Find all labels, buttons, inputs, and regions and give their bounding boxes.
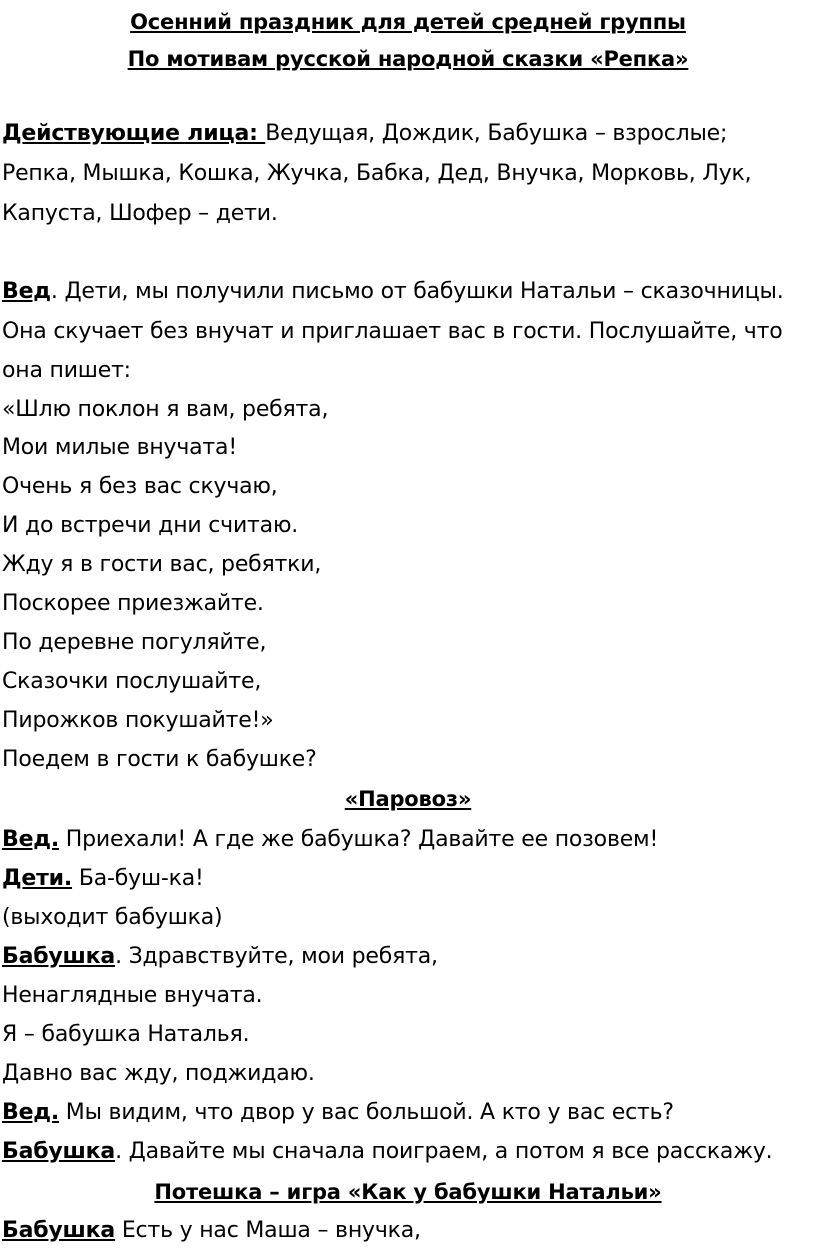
speaker-ved: Вед. xyxy=(2,827,60,852)
speaker-deti: Дети. xyxy=(2,866,73,891)
dialogue-line: Давно вас жду, поджидаю. xyxy=(2,1061,315,1086)
letter-line: Поскорее приезжайте. xyxy=(2,591,264,616)
dialogue-text: Приехали! А где же бабушка? Давайте ее позовем! xyxy=(59,827,659,852)
letter-line: И до встречи дни считаю. xyxy=(2,513,299,538)
speaker-ved: Вед xyxy=(2,279,51,304)
speaker-ved: Вед. xyxy=(2,1100,60,1125)
letter-line: Очень я без вас скучаю, xyxy=(2,474,278,499)
intro-line-1 xyxy=(2,278,816,306)
dialogue-line: Я – бабушка Наталья. xyxy=(2,1022,250,1047)
letter-line: «Шлю поклон я вам, ребята, xyxy=(2,397,329,422)
characters-label: Действующие лица: xyxy=(2,121,266,146)
dialogue-text: . Давайте мы сначала поиграем, а потом я все расскажу. xyxy=(115,1139,773,1164)
letter-line: Поедем в гости к бабушке? xyxy=(2,747,317,772)
heading-parovoz: «Паровоз» xyxy=(344,787,472,811)
intro-line-3: она пишет: xyxy=(2,358,131,383)
dialogue-line xyxy=(2,826,816,854)
stage-direction: (выходит бабушка) xyxy=(2,905,223,930)
dialogue-line: Ненаглядные внучата. xyxy=(2,983,263,1008)
dialogue-text: Есть у нас Маша – внучка, xyxy=(115,1218,421,1243)
speaker-babushka: Бабушка xyxy=(2,944,116,969)
letter-line: Жду я в гости вас, ребятки, xyxy=(2,552,322,577)
characters-line-1 xyxy=(2,120,816,148)
heading-game: Потешка – игра «Как у бабушки Натальи» xyxy=(154,1180,662,1204)
dialogue-text: Мы видим, что двор у вас большой. А кто у вас есть? xyxy=(59,1100,674,1125)
characters-line-2: Репка, Мышка, Кошка, Жучка, Бабка, Дед, Внучка, Морковь, Лук, xyxy=(2,161,752,186)
dialogue-line xyxy=(2,865,816,893)
dialogue-line xyxy=(2,1138,816,1166)
letter-line: По деревне погуляйте, xyxy=(2,630,267,655)
letter-line: Сказочки послушайте, xyxy=(2,669,262,694)
intro-line-2: Она скучает без внучат и приглашает вас в гости. Послушайте, что xyxy=(2,319,783,344)
intro-text: . Дети, мы получили письмо от бабушки Натальи – сказочницы. xyxy=(50,279,784,304)
characters-adults: Ведущая, Дождик, Бабушка – взрослые; xyxy=(265,121,728,146)
dialogue-line xyxy=(2,1217,816,1245)
dialogue-line xyxy=(2,943,816,971)
dialogue-text: . Здравствуйте, мои ребята, xyxy=(115,944,438,969)
characters-line-3: Капуста, Шофер – дети. xyxy=(2,201,278,226)
letter-line: Мои милые внучата! xyxy=(2,435,237,460)
dialogue-text: Ба-буш-ка! xyxy=(72,866,204,891)
letter-line: Пирожков покушайте!» xyxy=(2,708,274,733)
speaker-babushka: Бабушка xyxy=(2,1218,116,1243)
dialogue-line xyxy=(2,1099,816,1127)
document-subtitle: По мотивам русской народной сказки «Репка» xyxy=(127,47,689,71)
speaker-babushka: Бабушка xyxy=(2,1139,116,1164)
document-title: Осенний праздник для детей средней группы xyxy=(130,10,686,34)
